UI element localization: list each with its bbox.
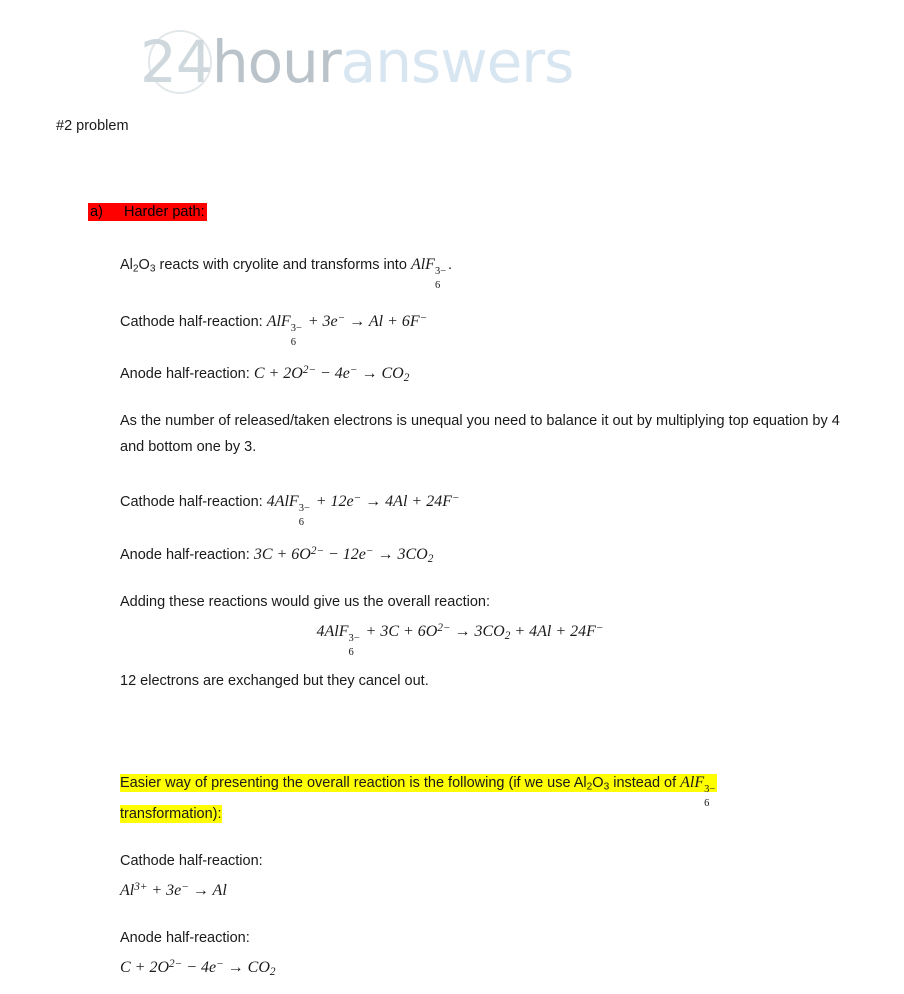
overall-eq-sup: 3−	[348, 633, 360, 645]
easier-formula-base: AlF	[680, 774, 705, 791]
logo-text	[140, 22, 573, 102]
paragraph-anode-3-label: Anode half-reaction:	[120, 930, 250, 946]
intro-formula-sub: 6	[434, 280, 441, 292]
paragraph-cathode-1	[120, 305, 428, 349]
easier-sub-2: 3	[603, 781, 610, 793]
easier-formula-sup: 3−	[704, 784, 716, 796]
list-item-a-highlight	[88, 203, 207, 221]
cathode-3-equation	[120, 882, 227, 899]
cathode-2-eq-sub: 6	[298, 517, 304, 529]
anode-3-eq-a: C + 2O	[120, 959, 170, 977]
overall-eq-c: → 3CO	[450, 623, 505, 641]
list-item-a-label: Harder path:	[124, 204, 205, 220]
easier-text-1: Easier way of presenting the overall reaction is the following (if we use Al	[120, 775, 587, 791]
cathode-1-eq-b: + 3e	[303, 313, 338, 331]
paragraph-balance: As the number of released/taken electrons is unequal you need to balance it out by multiplying top equation by 4 and bottom one by 3.	[120, 413, 840, 455]
logo-text-answers: answers	[340, 28, 574, 96]
anode-3-eq-sub2: 2	[269, 965, 276, 978]
easier-text-3: instead of	[609, 775, 681, 791]
anode-1-label: Anode half-reaction:	[120, 366, 254, 383]
overall-eq-charge: −	[595, 622, 604, 634]
cathode-3-eq-b: + 3e	[147, 882, 182, 900]
intro-formula-base: AlF	[410, 256, 435, 273]
cathode-3-eq-charge: −	[181, 881, 189, 893]
easier-formula	[680, 774, 717, 810]
intro-sub2: 2	[132, 263, 139, 275]
cathode-2-equation	[266, 492, 460, 529]
paragraph-anode-1	[120, 357, 409, 391]
cathode-2-eq-d: → 4Al + 24F	[361, 493, 452, 511]
list-item-a	[88, 202, 207, 223]
cathode-3-eq-d: → Al	[188, 882, 227, 900]
intro-period: .	[447, 257, 452, 273]
cathode-2-eq-charge2: −	[451, 492, 460, 504]
intro-formula	[410, 256, 448, 292]
anode-1-eq-b: − 4e	[316, 365, 350, 383]
intro-sub3: 3	[149, 263, 156, 275]
cathode-1-equation	[266, 312, 428, 349]
anode-1-eq-sup: 2−	[302, 364, 316, 376]
intro-formula-sup: 3−	[434, 266, 447, 278]
intro-al: Al	[120, 257, 133, 273]
cathode-2-eq-b: + 12e	[311, 493, 354, 511]
paragraph-anode-2	[120, 538, 433, 572]
anode-1-eq-sub2: 2	[403, 371, 410, 384]
anode-1-eq-charge: −	[349, 364, 358, 376]
anode-2-eq-b: − 12e	[324, 546, 366, 564]
overall-eq-b: + 3C + 6O	[361, 623, 438, 641]
page-title: #2 problem	[56, 118, 129, 134]
cathode-3-eq-sup: 3+	[134, 881, 148, 893]
overall-eq-sub2: 2	[504, 629, 511, 642]
overall-eq-sub: 6	[348, 647, 354, 659]
cathode-1-eq-d: → Al + 6F	[345, 313, 420, 331]
cathode-1-eq-sub: 6	[290, 337, 296, 349]
easier-highlight-line1	[120, 774, 717, 810]
equation-cathode-3	[120, 874, 227, 904]
overall-eq-d: + 4Al + 24F	[510, 623, 596, 641]
anode-2-eq-a: 3C + 6O	[253, 546, 311, 564]
paragraph-cathode-2	[120, 485, 460, 529]
anode-3-eq-b: − 4e	[182, 959, 217, 977]
cathode-2-eq-charge: −	[353, 492, 362, 504]
anode-2-equation	[254, 546, 433, 563]
anode-2-eq-d: → 3CO	[373, 546, 428, 564]
overall-eq-sup2: 2−	[437, 622, 451, 634]
anode-1-eq-a: C + 2O	[253, 365, 303, 383]
anode-3-eq-d: → CO	[223, 959, 270, 977]
anode-2-eq-sup: 2−	[310, 545, 324, 557]
cathode-2-label: Cathode half-reaction:	[120, 494, 267, 511]
anode-3-equation	[120, 959, 275, 976]
paragraph-easier	[120, 770, 850, 827]
paragraph-electrons: 12 electrons are exchanged but they cancel out.	[120, 673, 429, 689]
logo-text-24: 24	[140, 28, 212, 96]
overall-equation	[316, 622, 604, 659]
cathode-1-eq-charge: −	[337, 312, 346, 324]
anode-2-eq-sub2: 2	[427, 552, 434, 565]
anode-2-eq-charge: −	[365, 545, 374, 557]
anode-2-label: Anode half-reaction:	[120, 547, 254, 564]
paragraph-adding: Adding these reactions would give us the overall reaction:	[120, 594, 490, 610]
paragraph-intro	[120, 252, 452, 292]
overall-eq-base: 4AlF	[316, 623, 349, 641]
anode-1-equation	[254, 365, 409, 382]
anode-3-eq-sup: 2−	[169, 958, 183, 970]
easier-highlight-line2: transformation):	[120, 805, 222, 822]
logo-text-hour: hour	[211, 28, 341, 96]
intro-text: reacts with cryolite and transforms into	[155, 257, 411, 273]
easier-sub-1: 2	[586, 781, 593, 793]
cathode-1-eq-charge2: −	[419, 312, 428, 324]
paragraph-cathode-3-label: Cathode half-reaction:	[120, 853, 263, 869]
cathode-2-eq-sup: 3−	[298, 503, 310, 515]
easier-text-2: O	[592, 775, 604, 791]
cathode-1-eq-base: AlF	[266, 313, 291, 331]
anode-1-eq-d: → CO	[357, 365, 404, 383]
intro-o: O	[138, 257, 150, 273]
anode-3-eq-charge: −	[216, 958, 224, 970]
cathode-2-eq-base: 4AlF	[266, 493, 299, 511]
easier-formula-sub: 6	[704, 798, 710, 810]
list-item-a-marker: a)	[90, 204, 103, 220]
cathode-1-label: Cathode half-reaction:	[120, 314, 267, 331]
site-logo	[140, 22, 573, 102]
cathode-3-eq-a: Al	[120, 882, 135, 900]
equation-anode-3	[120, 951, 275, 985]
cathode-1-eq-sup: 3−	[290, 323, 302, 335]
equation-overall	[120, 615, 800, 659]
